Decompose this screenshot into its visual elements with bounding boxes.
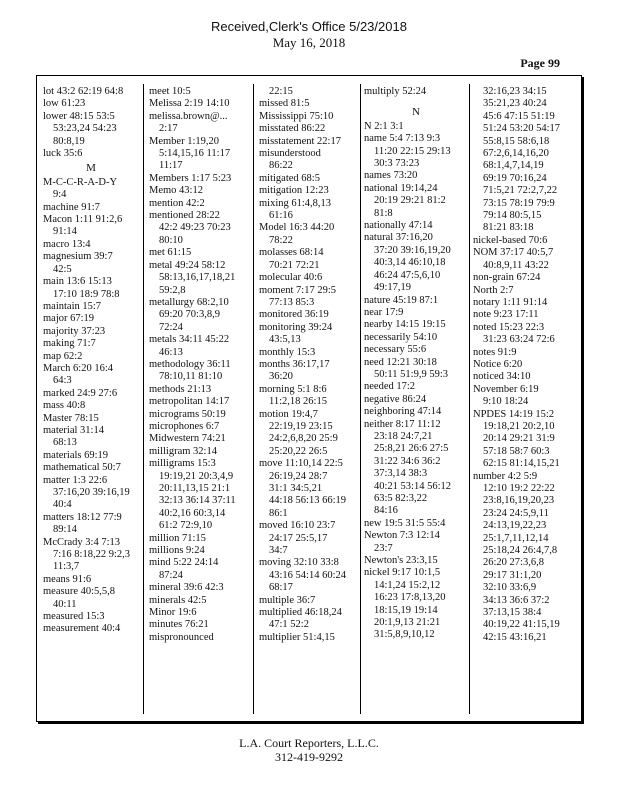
index-entry-continuation: 40:4	[53, 499, 72, 511]
index-entry-continuation: 11:17	[159, 160, 183, 172]
index-entry: NPDES 14:19 15:2	[473, 408, 555, 420]
index-entry: notary 1:11 91:14	[473, 296, 548, 308]
index-entry-continuation: 37:16,20 39:16,19	[53, 487, 130, 498]
index-entry-continuation: 5:14,15,16 11:17	[159, 148, 231, 160]
index-entry-continuation: 55:8,15 58:6,18	[483, 135, 550, 147]
index-entry-continuation: 31:5,8,9,10,12	[374, 629, 435, 641]
index-entry: mind 5:22 24:14	[149, 557, 219, 569]
index-entry	[364, 98, 468, 104]
index-entry-continuation: 68:17	[269, 582, 293, 594]
index-entry-continuation: 40:2,16 60:3,14	[159, 507, 226, 519]
index-entry: needed 17:2	[364, 381, 416, 393]
index-entry: note 9:23 17:11	[473, 309, 539, 321]
index-entry: national 19:14,24	[364, 182, 438, 194]
index-entry: material 31:14	[43, 424, 104, 436]
index-entry: mixing 61:4,8,13	[259, 197, 332, 209]
index-entry: misstatement 22:17	[259, 135, 341, 147]
index-entry: Members 1:17 5:23	[149, 172, 232, 184]
index-entry-continuation: 78:10,11 81:10	[159, 371, 223, 383]
index-entry: luck 35:6	[43, 148, 83, 160]
index-entry: nationally 47:14	[364, 220, 433, 232]
index-entry-continuation: 86:1	[269, 507, 288, 519]
index-entry: minerals 42:5	[149, 594, 207, 606]
index-entry-continuation: 40:3,14 46:10,18	[374, 257, 446, 269]
index-entry: magnesium 39:7	[43, 251, 113, 263]
index-entry-continuation: 17:10 18:9 78:8	[53, 288, 120, 300]
index-entry: Melissa 2:19 14:10	[149, 98, 230, 110]
index-entry: move 11:10,14 22:5	[259, 458, 343, 470]
index-entry-continuation: 26:19,24 28:7	[269, 470, 328, 482]
index-entry: multiplier 51:4,15	[259, 631, 335, 643]
index-entry: misstated 86:22	[259, 123, 326, 135]
index-entry-continuation: 51:24 53:20 54:17	[483, 123, 561, 135]
index-entry: lower 48:15 53:5	[43, 110, 115, 122]
index-entry-continuation: 11:2,18 26:15	[269, 396, 327, 408]
index-entry: matter 1:3 22:6	[43, 474, 108, 486]
index-entry: mineral 39:6 42:3	[149, 582, 224, 594]
index-entry: melissa.brown@...	[149, 110, 228, 122]
index-entry: necessarily 54:10	[364, 331, 438, 343]
index-entry-continuation: 63:5 82:3,22	[374, 493, 428, 504]
index-entry: mathematical 50:7	[43, 462, 121, 474]
index-entry: nickel 9:17 10:1,5	[364, 567, 441, 579]
index-entry: measure 40:5,5,8	[43, 586, 116, 598]
index-entry: moved 16:10 23:7	[259, 520, 336, 532]
index-entry: minutes 76:21	[149, 619, 209, 631]
index-entry: Macon 1:11 91:2,6	[43, 214, 123, 226]
index-entry: metallurgy 68:2,10	[149, 296, 229, 308]
index-entry: microphones 6:7	[149, 420, 220, 432]
index-entry-continuation: 31:1 34:5,21	[269, 483, 323, 494]
index-entry-continuation: 40:19,22 41:15,19	[483, 619, 560, 631]
index-entry-continuation: 42:2 49:23 70:23	[159, 222, 231, 234]
index-entry: matters 18:12 77:9	[43, 511, 122, 523]
index-entry-continuation: 79:14 80:5,15	[483, 210, 542, 222]
index-entry-continuation: 46:13	[159, 346, 183, 358]
index-entry-continuation: 25:20,22 26:5	[269, 445, 328, 457]
index-entry-continuation: 50:11 51:9,9 59:3	[374, 368, 448, 380]
section-letter: N	[412, 106, 420, 119]
index-entry: macro 13:4	[43, 238, 91, 250]
index-entry: near 17:9	[364, 306, 404, 318]
index-entry: November 6:19	[473, 383, 539, 395]
index-entry-continuation: 12:10 19:2 22:22	[483, 483, 555, 494]
index-entry-continuation: 9:10 18:24	[483, 396, 529, 408]
index-entry-continuation: 45:6 47:15 51:19	[483, 110, 555, 122]
index-entry: moment 7:17 29:5	[259, 284, 336, 296]
index-entry: Newton 7:3 12:14	[364, 530, 440, 542]
index-entry-continuation: 35:21,23 40:24	[483, 98, 547, 110]
index-entry: motion 19:4,7	[259, 408, 318, 420]
index-entry: multiplied 46:18,24	[259, 607, 342, 619]
index-entry: metal 49:24 58:12	[149, 259, 226, 271]
index-entry: noted 15:23 22:3	[473, 321, 545, 333]
index-entry: notes 91:9	[473, 346, 517, 358]
index-entry-continuation: 31:23 63:24 72:6	[483, 334, 555, 346]
index-entry: need 12:21 30:18	[364, 356, 437, 368]
index-entry: North 2:7	[473, 284, 514, 296]
index-entry-continuation: 37:13,15 38:4	[483, 607, 542, 619]
index-entry: moving 32:10 33:8	[259, 557, 339, 569]
index-entry-continuation: 72:24	[159, 321, 183, 333]
index-entry: Minor 19:6	[149, 607, 197, 619]
index-entry-continuation: 18:15,19 19:14	[374, 604, 438, 616]
transcript-date: May 16, 2018	[272, 35, 346, 50]
index-entry: making 71:7	[43, 338, 96, 350]
index-entry: natural 37:16,20	[364, 232, 433, 244]
index-entry: NOM 37:17 40:5,7	[473, 247, 554, 259]
index-entry-continuation: 23:7	[374, 542, 393, 554]
index-entry: mitigation 12:23	[259, 185, 329, 197]
index-entry-continuation: 40:21 53:14 56:12	[374, 480, 452, 492]
column-divider	[143, 84, 144, 714]
column-divider	[360, 84, 361, 714]
index-entry: Mississippi 75:10	[259, 110, 334, 122]
index-entry: micrograms 50:19	[149, 408, 226, 420]
index-entry-continuation: 73:15 78:19 79:9	[483, 197, 555, 209]
index-entry-continuation: 46:24 47:5,6,10	[374, 269, 441, 281]
index-entry: M-C-C-R-A-D-Y	[43, 176, 118, 188]
index-entry-continuation: 32:10 33:6,9	[483, 582, 537, 594]
index-entry-continuation: 2:17	[159, 123, 178, 135]
index-entry: multiple 36:7	[259, 594, 316, 606]
index-column-5	[473, 86, 581, 716]
index-entry: lot 43:2 62:19 64:8	[43, 86, 124, 97]
index-entry-continuation: 20:14 29:21 31:9	[483, 433, 555, 445]
index-entry: Memo 43:12	[149, 185, 203, 197]
index-entry: major 67:19	[43, 313, 95, 325]
index-entry-continuation: 24:17 25:5,17	[269, 532, 328, 544]
index-entry: milligrams 15:3	[149, 458, 216, 470]
index-entry-continuation: 67:2,6,14,16,20	[483, 148, 549, 160]
stamp-line: Received,Clerk's Office 5/23/2018	[211, 19, 407, 34]
index-entry-continuation: 31:22 34:6 36:2	[374, 455, 441, 467]
index-entry-continuation: 20:19 29:21 81:2	[374, 195, 446, 207]
index-entry: necessary 55:6	[364, 344, 427, 356]
index-entry: number 4:2 5:9	[473, 470, 538, 482]
index-entry: missed 81:5	[259, 98, 310, 110]
index-entry: maintain 15:7	[43, 300, 102, 312]
index-entry-continuation: 29:17 31:1,20	[483, 569, 542, 581]
index-entry: nickel-based 70:6	[473, 234, 548, 246]
page-number: Page 99	[520, 56, 560, 70]
index-entry-continuation: 57:18 58:7 60:3	[483, 445, 550, 457]
index-entry: methodology 36:11	[149, 358, 231, 370]
index-entry: neighboring 47:14	[364, 406, 442, 418]
index-entry: Newton's 23:3,15	[364, 555, 438, 567]
index-entry-continuation: 25:8,21 26:6 27:5	[374, 443, 449, 455]
index-entry-continuation: 80:8,19	[53, 135, 85, 147]
index-entry-continuation: 43:16 54:14 60:24	[269, 569, 347, 581]
index-column-4	[364, 86, 468, 716]
index-entry-continuation: 58:13,16,17,18,21	[159, 272, 236, 284]
index-entry: N 2:1 3:1	[364, 120, 404, 132]
index-entry: monthly 15:3	[259, 346, 316, 358]
index-entry-continuation: 11:20 22:15 29:13	[374, 145, 451, 157]
index-entry: months 36:17,17	[259, 358, 330, 370]
index-entry: misunderstood	[259, 148, 321, 160]
index-entry-continuation: 22:15	[269, 86, 293, 97]
index-entry-continuation: 19:19,21 20:3,4,9	[159, 470, 234, 482]
index-entry-continuation: 32:13 36:14 37:11	[159, 495, 236, 507]
index-entry-continuation: 86:22	[269, 160, 293, 172]
index-entry-continuation: 71:5,21 72:2,7,22	[483, 185, 558, 197]
index-entry-continuation: 87:24	[159, 569, 183, 581]
footer	[0, 736, 618, 764]
index-entry: monitoring 39:24	[259, 321, 333, 333]
index-entry: low 61:23	[43, 98, 86, 110]
index-entry: machine 91:7	[43, 201, 100, 213]
index-entry: noticed 34:10	[473, 371, 531, 383]
index-entry: Member 1:19,20	[149, 135, 219, 147]
index-entry-continuation: 7:16 8:18,22 9:2,3	[53, 549, 131, 561]
index-entry: new 19:5 31:5 55:4	[364, 517, 446, 529]
index-entry-continuation: 62:15 81:14,15,21	[483, 458, 560, 470]
index-entry-continuation: 47:1 52:2	[269, 619, 309, 631]
index-entry: mispronounced	[149, 631, 214, 643]
index-entry: negative 86:24	[364, 393, 427, 405]
index-entry: multiply 52:24	[364, 86, 427, 97]
index-entry: Model 16:3 44:20	[259, 222, 335, 234]
index-column-2	[149, 86, 249, 716]
index-entry-continuation: 30:3 73:23	[374, 158, 420, 170]
index-entry-continuation: 37:3,14 38:3	[374, 468, 428, 480]
column-divider	[469, 84, 470, 714]
index-entry-continuation: 77:13 85:3	[269, 296, 315, 308]
index-entry-continuation: 64:3	[53, 375, 72, 387]
index-entry-continuation: 69:20 70:3,8,9	[159, 309, 220, 321]
index-entry: main 13:6 15:13	[43, 276, 112, 288]
index-entry-continuation: 89:14	[53, 524, 77, 536]
index-entry: names 73:20	[364, 170, 418, 182]
index-entry: million 71:15	[149, 532, 206, 544]
index-entry-continuation: 34:13 36:6 37:2	[483, 594, 550, 606]
reporter-company: L.A. Court Reporters, L.L.C.	[239, 736, 379, 750]
index-entry-continuation: 61:16	[269, 210, 293, 222]
index-entry-continuation: 42:5	[53, 263, 72, 275]
index-entry: millions 9:24	[149, 545, 205, 557]
index-entry-continuation: 24:2,6,8,20 25:9	[269, 433, 338, 445]
index-entry-continuation: 84:16	[374, 505, 398, 517]
index-entry: met 61:15	[149, 247, 192, 259]
index-entry: marked 24:9 27:6	[43, 387, 118, 399]
index-entry-continuation: 24:13,19,22,23	[483, 520, 547, 532]
index-entry-continuation: 81:21 83:18	[483, 222, 534, 234]
column-divider	[253, 84, 254, 714]
index-entry: materials 69:19	[43, 449, 109, 461]
index-entry-continuation: 32:16,23 34:15	[483, 86, 547, 97]
index-entry-continuation: 23:8,16,19,20,23	[483, 495, 555, 507]
index-entry-continuation: 20:11,13,15 21:1	[159, 483, 231, 494]
index-entry-continuation: 78:22	[269, 234, 293, 246]
index-entry: meet 10:5	[149, 86, 191, 97]
index-entry: nearby 14:15 19:15	[364, 319, 446, 331]
index-entry: metals 34:11 45:22	[149, 334, 230, 346]
index-entry-continuation: 53:23,24 54:23	[53, 123, 117, 135]
index-entry-continuation: 19:18,21 20:2,10	[483, 420, 555, 432]
index-frame	[36, 75, 582, 722]
index-entry-continuation: 22:19,19 23:15	[269, 420, 333, 432]
index-column-1	[43, 86, 139, 716]
index-entry: March 6:20 16:4	[43, 362, 113, 374]
index-entry: neither 8:17 11:12	[364, 418, 441, 430]
index-entry-continuation: 69:19 70:16,24	[483, 172, 547, 184]
index-entry-continuation: 80:10	[159, 234, 183, 246]
section-letter: M	[86, 162, 96, 175]
index-entry-continuation: 81:8	[374, 207, 393, 219]
index-entry: measured 15:3	[43, 611, 105, 623]
index-entry: Midwestern 74:21	[149, 433, 226, 445]
reporter-phone: 312-419-9292	[275, 750, 343, 764]
index-entry: milligram 32:14	[149, 445, 217, 457]
index-entry: mentioned 28:22	[149, 210, 220, 222]
index-entry: mass 40:8	[43, 400, 86, 412]
index-entry-continuation: 20:1,9,13 21:21	[374, 617, 441, 629]
index-entry: molasses 68:14	[259, 247, 324, 259]
index-entry-continuation: 26:20 27:3,6,8	[483, 557, 544, 569]
index-entry-continuation: 68:13	[53, 437, 77, 449]
index-entry-continuation: 49:17,19	[374, 282, 412, 294]
index-entry-continuation: 14:1,24 15:2,12	[374, 579, 441, 591]
index-entry-continuation: 42:15 43:16,21	[483, 631, 547, 643]
index-entry: monitored 36:19	[259, 309, 329, 321]
index-entry-continuation: 68:1,4,7,14,19	[483, 160, 544, 172]
index-entry-continuation: 91:14	[53, 226, 77, 238]
index-entry: name 5:4 7:13 9:3	[364, 133, 441, 145]
index-entry-continuation: 40:11	[53, 598, 77, 610]
index-entry: majority 37:23	[43, 325, 106, 337]
index-entry-continuation: 44:18 56:13 66:19	[269, 495, 347, 507]
index-entry-continuation: 40:8,9,11 43:22	[483, 259, 549, 271]
index-entry: Notice 6:20	[473, 358, 523, 370]
index-entry-continuation: 34:7	[269, 545, 288, 557]
index-entry-continuation: 43:5,13	[269, 334, 301, 346]
index-column-3	[259, 86, 359, 716]
index-entry: nature 45:19 87:1	[364, 294, 439, 306]
index-entry-continuation: 59:2,8	[159, 284, 186, 296]
index-entry: mitigated 68:5	[259, 172, 320, 184]
received-stamp	[0, 19, 618, 51]
index-entry: metropolitan 14:17	[149, 396, 230, 408]
index-entry-continuation: 37:20 39:16,19,20	[374, 244, 451, 256]
index-entry-continuation: 16:23 17:8,13,20	[374, 592, 446, 604]
index-entry: means 91:6	[43, 573, 92, 585]
index-entry: Master 78:15	[43, 412, 99, 424]
index-entry-continuation: 23:18 24:7,21	[374, 430, 433, 442]
index-entry: measurement 40:4	[43, 623, 121, 635]
index-entry: methods 21:13	[149, 383, 212, 395]
index-entry-continuation: 9:4	[53, 189, 67, 201]
index-entry-continuation: 70:21 72:21	[269, 259, 320, 271]
index-entry-continuation: 61:2 72:9,10	[159, 520, 213, 532]
index-entry-continuation: 11:3,7	[53, 561, 80, 573]
index-entry: map 62:2	[43, 350, 83, 362]
index-entry-continuation: 23:24 24:5,9,11	[483, 507, 549, 519]
index-entry-continuation: 36:20	[269, 371, 293, 383]
index-entry-continuation: 25:1,7,11,12,14	[483, 532, 549, 544]
index-entry: morning 5:1 8:6	[259, 383, 327, 395]
index-entry-continuation: 25:18,24 26:4,7,8	[483, 545, 558, 557]
index-entry: mention 42:2	[149, 197, 205, 209]
index-entry: McCrady 3:4 7:13	[43, 536, 120, 548]
index-entry: molecular 40:6	[259, 272, 323, 284]
index-entry: non-grain 67:24	[473, 272, 541, 284]
